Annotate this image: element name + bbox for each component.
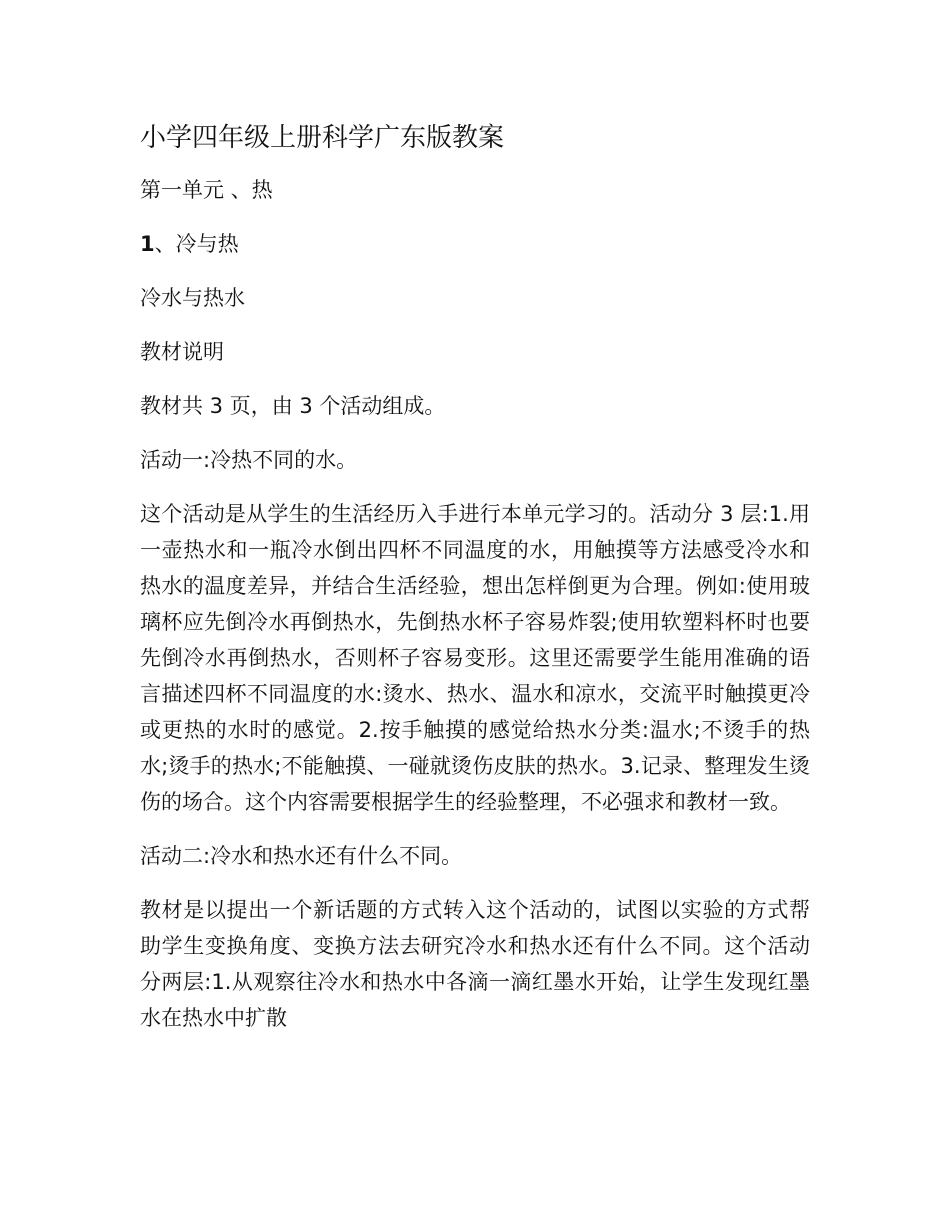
activity2-body: 教材是以提出一个新话题的方式转入这个活动的，试图以实验的方式帮助学生变换角度、变换方法去研究冷水和热水还有什么不同。这个活动分两层:1.从观察往冷水和热水中各滴一滴红墨水开始，让学生发现红墨水在热水中扩散 — [140, 898, 810, 1030]
document-page — [140, 118, 810, 1054]
document-title: 小学四年级上册科学广东版教案 — [140, 123, 505, 153]
activity2-title: 活动二:冷水和热水还有什么不同。 — [140, 844, 463, 868]
section-heading: 冷水与热水 — [140, 286, 245, 310]
activity1-title: 活动一:冷热不同的水。 — [140, 448, 358, 472]
lesson-title: 、冷与热 — [154, 232, 239, 256]
materials-heading: 教材说明 — [140, 340, 224, 364]
intro-text: 教材共 3 页，由 3 个活动组成。 — [140, 394, 446, 418]
lesson-heading — [140, 226, 810, 262]
unit-heading: 第一单元 、热 — [140, 178, 273, 202]
lesson-number: 1 — [140, 232, 155, 256]
activity1-body: 这个活动是从学生的生活经历入手进行本单元学习的。活动分 3 层:1.用一壶热水和一瓶冷水倒出四杯不同温度的水，用触摸等方法感受冷水和热水的温度差异，并结合生活经验，想出怎样倒更为合理。例如:使用玻璃杯应先倒冷水再倒热水，先倒热水杯子容易炸裂;使用软塑料杯时也要先倒冷水再倒热水，否则杯子容易变形。这里还需要学生能用准确的语言描述四杯不同温度的水:烫水、热水、温水和凉水，交流平时触摸更冷或更热的水时的感觉。2.按手触摸的感觉给热水分类:温水;不烫手的热水;烫手的热水;不能触摸、一碰就烫伤皮肤的热水。3.记录、整理发生烫伤的场合。这个内容需要根据学生的经验整理，不必强求和教材一致。 — [140, 502, 810, 814]
